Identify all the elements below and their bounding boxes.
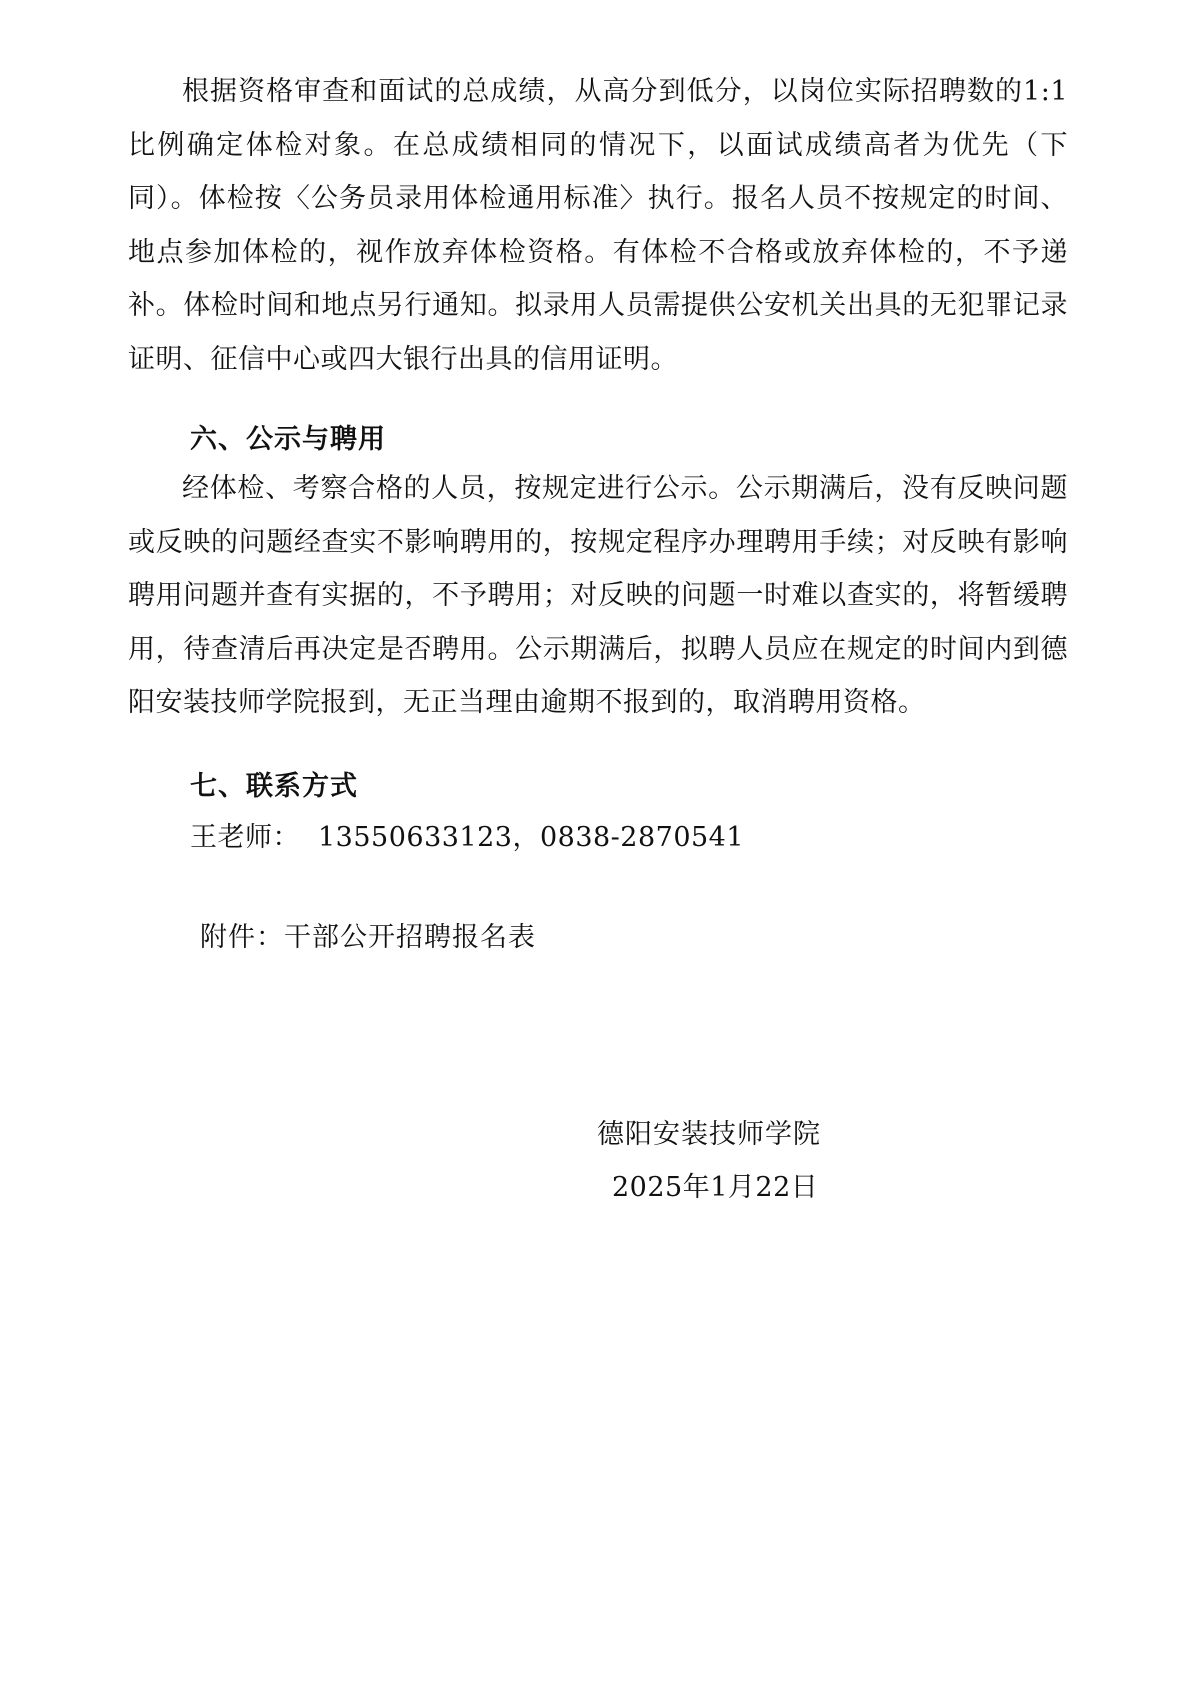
contact-phones: 13550633123，0838-2870541 — [318, 822, 745, 853]
contact-name: 王老师： — [190, 822, 300, 853]
signature-organization: 德阳安装技师学院 — [597, 1119, 821, 1150]
eligibility-physical-exam-paragraph: 根据资格审查和面试的总成绩，从高分到低分，以岗位实际招聘数的1:1比例确定体检对象。在总成绩相同的情况下，以面试成绩高者为优先（下同）。体检按〈公务员录用体检通用标准〉执行。报名人员不按规定的时间、地点参加体检的，视作放弃体检资格。有体检不合格或放弃体检的，不予递补。体检时间和地点另行通知。拟录用人员需提供公安机关出具的无犯罪记录证明、征信中心或四大银行出具的信用证明。 — [128, 76, 1068, 375]
section-heading-publicity-and-employment: 六、公示与聘用 — [190, 424, 386, 455]
publicity-employment-paragraph: 经体检、考察合格的人员，按规定进行公示。公示期满后，没有反映问题或反映的问题经查实不影响聘用的，按规定程序办理聘用手续；对反映有影响聘用问题并查有实据的，不予聘用；对反映的问题一时难以查实的，将暂缓聘用，待查清后再决定是否聘用。公示期满后，拟聘人员应在规定的时间内到德阳安装技师学院报到，无正当理由逾期不报到的，取消聘用资格。 — [128, 473, 1068, 718]
contact-line — [190, 818, 744, 858]
attachment-line: 附件：干部公开招聘报名表 — [200, 922, 536, 953]
section-heading-contact: 七、联系方式 — [190, 771, 358, 802]
signature-date: 2025年1月22日 — [612, 1172, 819, 1203]
